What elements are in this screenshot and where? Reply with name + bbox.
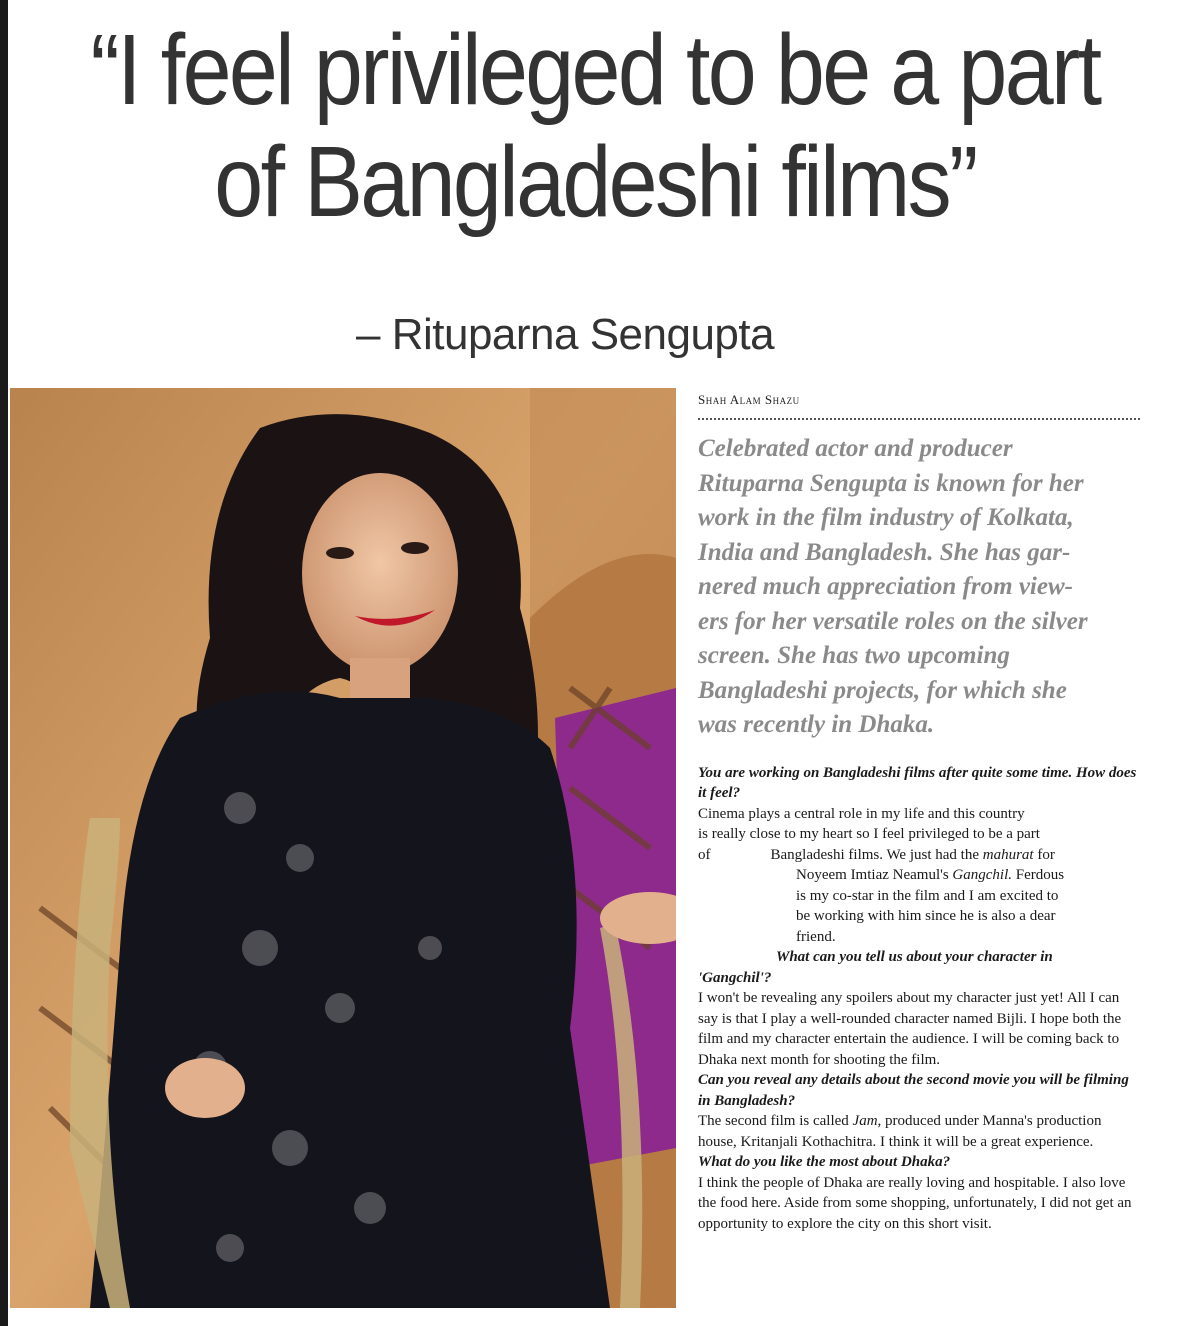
photo-face	[302, 473, 458, 673]
answer-line: friend.	[796, 928, 836, 945]
intro-line: screen. She has two upcoming	[698, 642, 1010, 669]
answer-term: mahurat	[982, 846, 1034, 863]
answer-line: be working with him since he is also a dear	[796, 908, 1056, 924]
answer-1	[698, 804, 1142, 948]
answer-term: Gangchil.	[952, 867, 1012, 883]
left-border-rule	[0, 0, 8, 1326]
question-4: What do you like the most about Dhaka?	[698, 1154, 951, 1170]
answer-term: Jam	[852, 1113, 878, 1129]
interview-body	[698, 763, 1142, 1235]
question-3: Can you reveal any details about the second movie you will be filming in Bangladesh?	[698, 1072, 1129, 1109]
intro-paragraph	[698, 432, 1142, 743]
headline-line-1: “I feel privileged to be a part	[90, 14, 1100, 126]
answer-word: of	[698, 846, 711, 863]
intro-line: ers for her versatile roles on the silver	[698, 607, 1088, 635]
intro-line: work in the film industry of Kolkata,	[698, 504, 1074, 531]
intro-line: nered much appreciation from view-	[698, 573, 1073, 600]
answer-text: The second film is called	[698, 1113, 849, 1129]
answer-word: for	[1037, 846, 1055, 863]
answer-3	[698, 1111, 1142, 1152]
question-2	[698, 947, 1142, 988]
intro-line: Bangladeshi projects, for which she	[698, 676, 1067, 704]
question-line: What can you tell us about your character in	[776, 949, 1053, 965]
headline-line-2: of Bangladeshi films”	[214, 126, 976, 238]
answer-line	[698, 865, 1142, 886]
article-column	[698, 390, 1142, 1234]
answer-line: Cinema plays a central role in my life and this country	[698, 805, 1025, 822]
answer-2: I won't be revealing any spoilers about my character just yet! All I can say is that I play a well-rounded character named Bijli. I hope both the film and my character entertain the audience. I will be coming back to Dhaka next month for shooting the film.	[698, 990, 1122, 1068]
question-line: 'Gangchil'?	[698, 969, 772, 986]
intro-line: Rituparna Sengupta is known for her	[698, 469, 1084, 497]
answer-word: Ferdous	[1015, 867, 1065, 883]
headline	[80, 14, 1110, 238]
question-1: You are working on Bangladeshi films after quite some time. How does it feel?	[698, 764, 1137, 801]
answer-line	[698, 845, 1142, 866]
answer-text: Noyeem Imtiaz Neamul's	[796, 867, 949, 883]
answer-text: , produced under Manna's production house, Kritanjali Kothachitra. I think it will be a great experience.	[698, 1113, 1102, 1150]
answer-4: I think the people of Dhaka are really loving and hospitable. I also love the food here. Aside from some shopping, unfortunately, I did not get an opportunity to explore the city on this short visit.	[698, 1174, 1132, 1232]
author-byline: Shah Alam Shazu	[698, 392, 800, 407]
answer-line: is my co-star in the film and I am excited to	[796, 887, 1059, 904]
intro-line: India and Bangladesh. She has gar-	[698, 538, 1071, 566]
answer-text: Bangladeshi films. We just had the	[770, 846, 979, 863]
answer-line: is really close to my heart so I feel privileged to be a part	[698, 826, 1040, 842]
intro-line: Celebrated actor and producer	[698, 435, 1013, 462]
subject-name: – Rituparna Sengupta	[356, 310, 775, 359]
dotted-divider	[698, 418, 1140, 420]
intro-line: was recently in Dhaka.	[698, 711, 935, 738]
portrait-photo	[10, 388, 676, 1308]
